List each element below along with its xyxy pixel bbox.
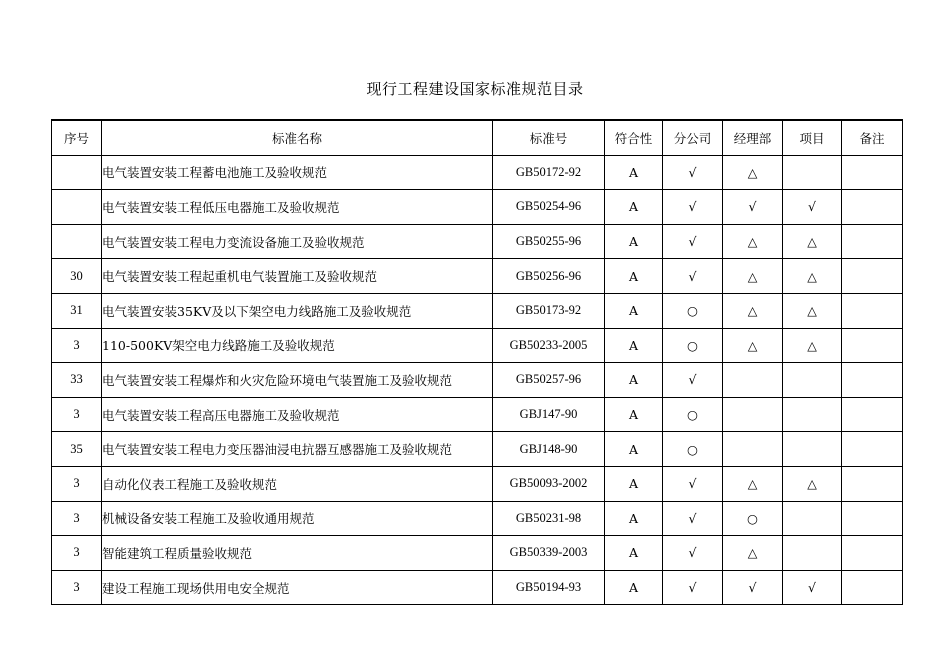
cell-branch: √ bbox=[663, 536, 723, 571]
cell-manager-dept: √ bbox=[723, 570, 783, 605]
cell-conformity: A bbox=[605, 397, 663, 432]
cell-remarks bbox=[842, 190, 903, 225]
cell-seq bbox=[52, 155, 102, 190]
document-title: 现行工程建设国家标准规范目录 bbox=[366, 80, 584, 98]
cell-project: △ bbox=[783, 466, 842, 501]
cell-name: 智能建筑工程质量验收规范 bbox=[102, 536, 493, 571]
table-row bbox=[52, 501, 903, 536]
cell-code: GB50255-96 bbox=[493, 224, 605, 259]
cell-manager-dept bbox=[723, 363, 783, 398]
cell-branch: ○ bbox=[663, 293, 723, 328]
cell-remarks bbox=[842, 293, 903, 328]
header-conformity: 符合性 bbox=[605, 120, 663, 155]
cell-seq: 3 bbox=[52, 536, 102, 571]
cell-conformity: A bbox=[605, 224, 663, 259]
table-header-row bbox=[52, 120, 903, 155]
cell-seq bbox=[52, 224, 102, 259]
cell-code: GB50194-93 bbox=[493, 570, 605, 605]
cell-manager-dept bbox=[723, 432, 783, 467]
cell-manager-dept: △ bbox=[723, 224, 783, 259]
cell-code: GB50257-96 bbox=[493, 363, 605, 398]
header-name: 标准名称 bbox=[102, 120, 493, 155]
cell-code: GB50339-2003 bbox=[493, 536, 605, 571]
cell-project: △ bbox=[783, 224, 842, 259]
cell-code: GBJ147-90 bbox=[493, 397, 605, 432]
cell-manager-dept: ○ bbox=[723, 501, 783, 536]
cell-name: 电气装置安装35KV及以下架空电力线路施工及验收规范 bbox=[102, 293, 493, 328]
cell-conformity: A bbox=[605, 190, 663, 225]
cell-conformity: A bbox=[605, 293, 663, 328]
standards-table bbox=[51, 119, 903, 605]
cell-remarks bbox=[842, 328, 903, 363]
cell-remarks bbox=[842, 155, 903, 190]
cell-project bbox=[783, 363, 842, 398]
cell-project: △ bbox=[783, 259, 842, 294]
cell-branch: √ bbox=[663, 224, 723, 259]
cell-conformity: A bbox=[605, 570, 663, 605]
table-row bbox=[52, 536, 903, 571]
cell-name: 电气装置安装工程起重机电气装置施工及验收规范 bbox=[102, 259, 493, 294]
cell-name: 电气装置安装工程电力变流设备施工及验收规范 bbox=[102, 224, 493, 259]
table-row bbox=[52, 397, 903, 432]
cell-manager-dept: △ bbox=[723, 328, 783, 363]
cell-project bbox=[783, 432, 842, 467]
table-row bbox=[52, 259, 903, 294]
cell-project: △ bbox=[783, 328, 842, 363]
cell-code: GB50254-96 bbox=[493, 190, 605, 225]
cell-manager-dept: △ bbox=[723, 293, 783, 328]
cell-branch: √ bbox=[663, 363, 723, 398]
cell-code: GB50173-92 bbox=[493, 293, 605, 328]
cell-manager-dept bbox=[723, 397, 783, 432]
cell-seq bbox=[52, 190, 102, 225]
cell-project bbox=[783, 397, 842, 432]
table-row bbox=[52, 155, 903, 190]
cell-name: 电气装置安装工程高压电器施工及验收规范 bbox=[102, 397, 493, 432]
cell-conformity: A bbox=[605, 536, 663, 571]
cell-branch: ○ bbox=[663, 397, 723, 432]
cell-project bbox=[783, 536, 842, 571]
table-row bbox=[52, 190, 903, 225]
cell-conformity: A bbox=[605, 363, 663, 398]
cell-conformity: A bbox=[605, 259, 663, 294]
table-row bbox=[52, 570, 903, 605]
cell-branch: ○ bbox=[663, 432, 723, 467]
header-project: 项目 bbox=[783, 120, 842, 155]
cell-code: GB50172-92 bbox=[493, 155, 605, 190]
cell-name: 电气装置安装工程爆炸和火灾危险环境电气装置施工及验收规范 bbox=[102, 363, 493, 398]
cell-remarks bbox=[842, 570, 903, 605]
table-row bbox=[52, 328, 903, 363]
cell-seq: 3 bbox=[52, 501, 102, 536]
cell-code: GB50093-2002 bbox=[493, 466, 605, 501]
cell-project: √ bbox=[783, 190, 842, 225]
cell-remarks bbox=[842, 536, 903, 571]
cell-seq: 31 bbox=[52, 293, 102, 328]
cell-branch: √ bbox=[663, 570, 723, 605]
cell-branch: √ bbox=[663, 501, 723, 536]
cell-seq: 30 bbox=[52, 259, 102, 294]
cell-manager-dept: △ bbox=[723, 259, 783, 294]
cell-name: 电气装置安装工程电力变压器油浸电抗器互感器施工及验收规范 bbox=[102, 432, 493, 467]
cell-branch: √ bbox=[663, 190, 723, 225]
cell-conformity: A bbox=[605, 501, 663, 536]
cell-conformity: A bbox=[605, 432, 663, 467]
cell-remarks bbox=[842, 432, 903, 467]
table-row bbox=[52, 432, 903, 467]
cell-seq: 3 bbox=[52, 328, 102, 363]
cell-code: GB50256-96 bbox=[493, 259, 605, 294]
cell-seq: 3 bbox=[52, 397, 102, 432]
cell-remarks bbox=[842, 466, 903, 501]
header-seq: 序号 bbox=[52, 120, 102, 155]
cell-branch: √ bbox=[663, 155, 723, 190]
header-manager-dept: 经理部 bbox=[723, 120, 783, 155]
header-code: 标准号 bbox=[493, 120, 605, 155]
cell-name: 自动化仪表工程施工及验收规范 bbox=[102, 466, 493, 501]
cell-project bbox=[783, 501, 842, 536]
cell-name: 电气装置安装工程低压电器施工及验收规范 bbox=[102, 190, 493, 225]
header-remarks: 备注 bbox=[842, 120, 903, 155]
cell-remarks bbox=[842, 259, 903, 294]
cell-manager-dept: △ bbox=[723, 466, 783, 501]
cell-name: 电气装置安装工程蓄电池施工及验收规范 bbox=[102, 155, 493, 190]
cell-code: GBJ148-90 bbox=[493, 432, 605, 467]
header-branch: 分公司 bbox=[663, 120, 723, 155]
table-row bbox=[52, 466, 903, 501]
cell-manager-dept: △ bbox=[723, 155, 783, 190]
table-row bbox=[52, 363, 903, 398]
cell-project bbox=[783, 155, 842, 190]
cell-name: 机械设备安装工程施工及验收通用规范 bbox=[102, 501, 493, 536]
cell-project: √ bbox=[783, 570, 842, 605]
cell-project: △ bbox=[783, 293, 842, 328]
cell-seq: 35 bbox=[52, 432, 102, 467]
cell-branch: ○ bbox=[663, 328, 723, 363]
cell-branch: √ bbox=[663, 466, 723, 501]
cell-code: GB50233-2005 bbox=[493, 328, 605, 363]
cell-name: 110-500KV架空电力线路施工及验收规范 bbox=[102, 328, 493, 363]
cell-seq: 3 bbox=[52, 570, 102, 605]
cell-name: 建设工程施工现场供用电安全规范 bbox=[102, 570, 493, 605]
cell-remarks bbox=[842, 397, 903, 432]
cell-conformity: A bbox=[605, 155, 663, 190]
cell-remarks bbox=[842, 224, 903, 259]
cell-manager-dept: √ bbox=[723, 190, 783, 225]
cell-code: GB50231-98 bbox=[493, 501, 605, 536]
table-row bbox=[52, 293, 903, 328]
cell-branch: √ bbox=[663, 259, 723, 294]
cell-seq: 3 bbox=[52, 466, 102, 501]
cell-remarks bbox=[842, 363, 903, 398]
cell-seq: 33 bbox=[52, 363, 102, 398]
cell-manager-dept: △ bbox=[723, 536, 783, 571]
cell-remarks bbox=[842, 501, 903, 536]
table-row bbox=[52, 224, 903, 259]
cell-conformity: A bbox=[605, 466, 663, 501]
cell-conformity: A bbox=[605, 328, 663, 363]
